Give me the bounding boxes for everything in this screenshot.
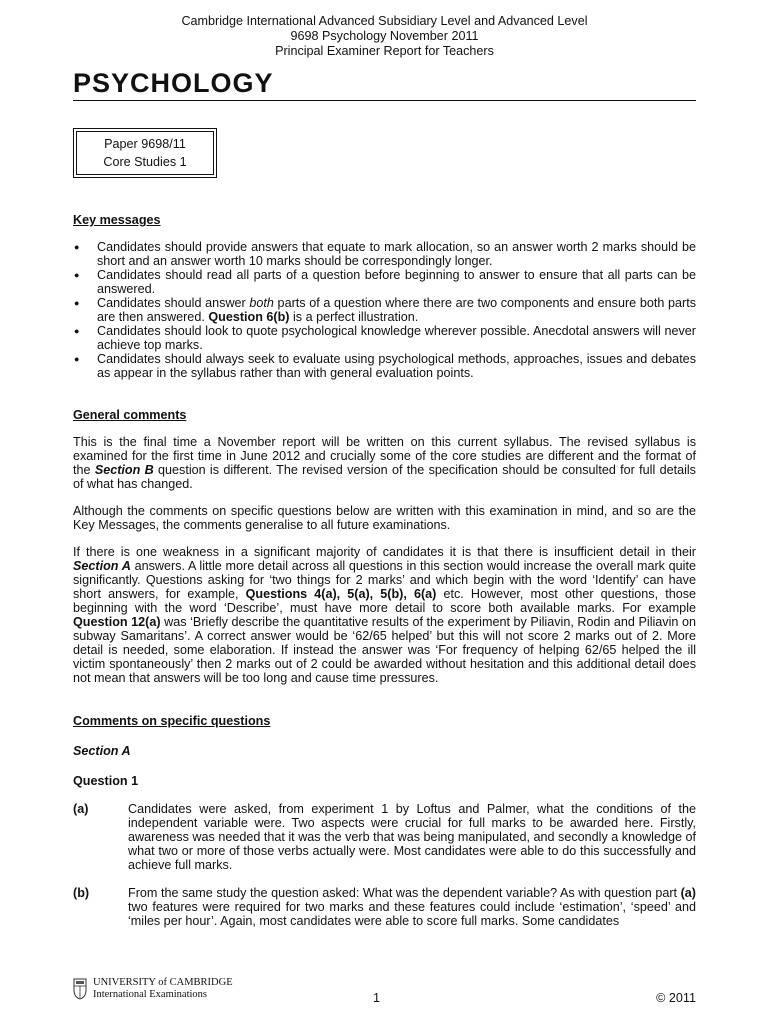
header-line-3: Principal Examiner Report for Teachers — [275, 44, 494, 58]
general-paragraph-3 — [73, 545, 696, 685]
title-rule — [73, 100, 696, 101]
list-item: ● Candidates should always seek to evaluate using psychological methods, approaches, issues and debates as appear in the syllabus rather than with general evaluation points. — [73, 352, 696, 380]
text-run: etc. However, most other questions, those beginning with the word ‘Describe’, must have more detail to score both available marks. For example — [73, 587, 696, 615]
text-run: If there is one weakness in a significant majority of candidates it is that there is insufficient detail in their — [73, 545, 696, 559]
paper-code: Paper 9698/11 — [104, 137, 186, 151]
question-part-b — [73, 886, 696, 928]
text-run: was ‘Briefly describe the quantitative results of the experiment by Piliavin, Rodin and Piliavin on subway Samaritans’. A correct answer would be ‘62/65 helped’ but this will not score 2 marks out of 2. More detail is needed, some elaboration. If instead the answer was ‘For frequency of helping 62/65 helped the ill victim spontaneously’ then 2 marks out of 2 could be awarded without hesitation and this additional detail does not mean that answers will be too long and cause time pressures. — [73, 615, 696, 685]
part-label: (b) — [73, 886, 90, 900]
part-text: Candidates were asked, from experiment 1 by Loftus and Palmer, what the conditions of the independent variable were. Two aspects were crucial for full marks to be awarded here. Firstly, awareness was needed that it was the verb that was being manipulated, and secondly a knowledge of what two or more of those verbs actually were. Most candidates were able to do this successfully and achieve full marks. — [128, 802, 696, 872]
page-footer — [73, 975, 696, 1005]
emphasis-text: both — [249, 296, 274, 310]
text-run: Candidates should answer — [97, 296, 250, 310]
crest-icon — [73, 978, 87, 1000]
part-label: (a) — [73, 802, 89, 816]
text-run: parts of a question where there are two components and ensure both parts are then answered. — [97, 296, 696, 324]
text-run: is a perfect illustration. — [289, 310, 419, 324]
general-comments-heading: General comments — [73, 408, 187, 422]
list-item: ● Candidates should provide answers that equate to mark allocation, so an answer worth 2 marks should be short and an answer worth 10 marks should be correspondingly longer. — [73, 240, 696, 268]
list-item: ● Candidates should look to quote psychological knowledge wherever possible. Anecdotal answers will never achieve top marks. — [73, 324, 696, 352]
list-item — [73, 296, 696, 324]
general-paragraph-2: Although the comments on specific questions below are written with this examination in mind, and so are the Key Messages, the comments generalise to all future examinations. — [73, 504, 696, 532]
logo-line-1: UNIVERSITY of CAMBRIDGE — [93, 977, 233, 988]
specific-comments-heading: Comments on specific questions — [73, 714, 271, 728]
question-part-a — [73, 802, 696, 872]
text-run: answers. A little more detail across all questions in this section would increase the overall mark quite significantly. Questions asking for ‘two things for 2 marks’ and which begin with the word ‘Identify’ can have short answers, for example, — [73, 559, 696, 601]
key-messages-heading: Key messages — [73, 213, 161, 227]
general-paragraph-1 — [73, 435, 696, 491]
text-run: question is different. The revised version of the specification should be consulted for full details of what has changed. — [73, 463, 696, 491]
paper-box-inner — [76, 131, 214, 175]
document-page — [73, 14, 696, 928]
header-line-1: Cambridge International Advanced Subsidiary Level and Advanced Level — [181, 14, 588, 28]
header-line-2: 9698 Psychology November 2011 — [290, 29, 479, 43]
logo-text — [93, 977, 233, 1001]
page-title: PSYCHOLOGY — [73, 68, 274, 98]
report-header — [73, 14, 696, 59]
cambridge-logo — [73, 977, 233, 1001]
key-messages-list — [73, 240, 696, 380]
copyright: © 2011 — [656, 991, 696, 1005]
paper-name: Core Studies 1 — [103, 155, 187, 169]
text-run: two features were required for two marks and these features could include ‘estimation’, ‘speed’ and ‘miles per hour’. Again, most candidates were able to score full marks. Some candidates — [128, 900, 696, 928]
text-run: This is the final time a November report will be written on this current syllabus. The revised syllabus is examined for the first time in June 2012 and crucially some of the core studies are different and the format of the — [73, 435, 696, 477]
bold-italic-text: Section A — [73, 559, 131, 573]
bold-italic-text: Section B — [94, 463, 154, 477]
text-run: From the same study the question asked: What was the dependent variable? As with question part — [128, 886, 681, 900]
paper-box — [73, 128, 217, 178]
part-text — [128, 886, 696, 928]
bold-text: Question 6(b) — [208, 310, 290, 324]
section-label: Section A — [73, 744, 131, 758]
list-item: ● Candidates should read all parts of a question before beginning to answer to ensure that all parts can be answered. — [73, 268, 696, 296]
bold-text: Question 12(a) — [73, 615, 161, 629]
page-number: 1 — [373, 991, 381, 1005]
bold-text: Questions 4(a), 5(a), 5(b), 6(a) — [245, 587, 437, 601]
bold-text: (a) — [680, 886, 696, 900]
logo-line-2: International Examinations — [93, 989, 208, 1000]
question-heading: Question 1 — [73, 774, 139, 788]
